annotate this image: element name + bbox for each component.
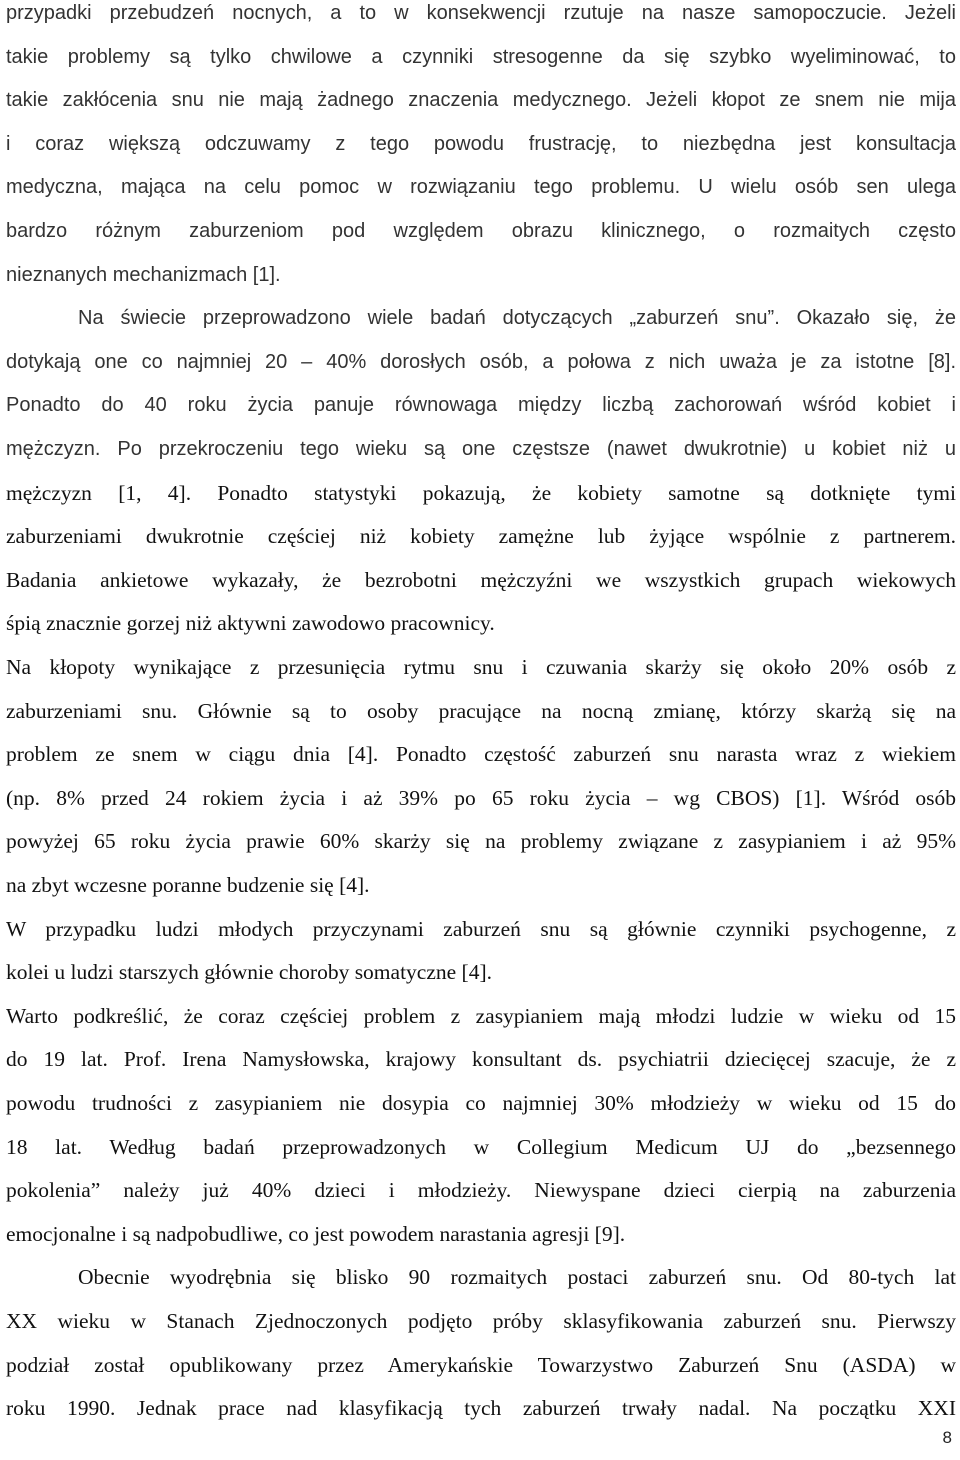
text-line: mężczyzn. Po przekroczeniu tego wieku są one częstsze (nawet dwukrotnie) u kobiet niż u [6, 438, 956, 460]
text-line: (np. 8% przed 24 rokiem życia i aż 39% po 65 roku życia – wg CBOS) [1]. Wśród osób [6, 785, 956, 810]
page-number: 8 [942, 1428, 952, 1447]
text-line: emocjonalne i są nadpobudliwe, co jest powodem narastania agresji [9]. [6, 1221, 626, 1246]
text-line: śpią znacznie gorzej niż aktywni zawodowo pracownicy. [6, 611, 495, 636]
text-line: nieznanych mechanizmach [1]. [6, 263, 281, 286]
text-line: kolei u ludzi starszych głównie choroby somatyczne [4]. [6, 960, 492, 985]
text-line: takie problemy są tylko chwilowe a czynniki stresogenne da się szybko wyeliminować, to [6, 45, 956, 68]
text-line: Warto podkreślić, że coraz częściej problem z zasypianiem mają młodzi ludzie w wieku od 15 [6, 1003, 956, 1028]
text-line: przypadki przebudzeń nocnych, a to w konsekwencji rzutuje na nasze samopoczucie. Jeżeli [6, 2, 956, 24]
text-line: Badania ankietowe wykazały, że bezrobotni mężczyźni we wszystkich grupach wiekowych [6, 567, 956, 592]
text-line: dotykają one co najmniej 20 – 40% dorosłych osób, a połowa z nich uważa je za istotne [8]. [6, 350, 956, 373]
text-line: takie zakłócenia snu nie mają żadnego znaczenia medycznego. Jeżeli kłopot ze snem nie mija [6, 89, 956, 112]
text-line: do 19 lat. Prof. Irena Namysłowska, krajowy konsultant ds. psychiatrii dziecięcej szacuje, że z [6, 1047, 956, 1072]
text-line: na zbyt wczesne poranne budzenie się [4]. [6, 873, 370, 897]
text-line: Ponadto do 40 roku życia panuje równowaga między liczbą zachorowań wśród kobiet i [6, 394, 956, 417]
text-line: zaburzeniami snu. Głównie są to osoby pracujące na nocną zmianę, którzy skarżą się na [6, 698, 956, 723]
text-line: 18 lat. Według badań przeprowadzonych w Collegium Medicum UJ do „bezsennego [6, 1134, 956, 1159]
text-line: Na świecie przeprowadzono wiele badań dotyczących „zaburzeń snu”. Okazało się, że [78, 307, 956, 330]
text-line: Na kłopoty wynikające z przesunięcia rytmu snu i czuwania skarży się około 20% osób z [6, 655, 956, 679]
text-line: podział został opublikowany przez Amerykańskie Towarzystwo Zaburzeń Snu (ASDA) w [6, 1352, 956, 1377]
text-line: W przypadku ludzi młodych przyczynami zaburzeń snu są głównie czynniki psychogenne, z [6, 916, 956, 941]
text-line: Obecnie wyodrębnia się blisko 90 rozmaitych postaci zaburzeń snu. Od 80-tych lat [78, 1265, 956, 1290]
text-line: powodu trudności z zasypianiem nie dosypia co najmniej 30% młodzieży w wieku od 15 do [6, 1091, 956, 1115]
text-line: problem ze snem w ciągu dnia [4]. Ponadto częstość zaburzeń snu narasta wraz z wiekiem [6, 742, 956, 767]
text-line: roku 1990. Jednak prace nad klasyfikacją tych zaburzeń trwały nadal. Na początku XXI [6, 1396, 956, 1421]
text-line: i coraz większą odczuwamy z tego powodu frustrację, to niezbędna jest konsultacja [6, 132, 956, 155]
text-line: XX wieku w Stanach Zjednoczonych podjęto próby sklasyfikowania zaburzeń snu. Pierwszy [6, 1309, 956, 1333]
text-line: mężczyzn [1, 4]. Ponadto statystyki pokazują, że kobiety samotne są dotknięte tymi [6, 480, 956, 505]
text-line: pokolenia” należy już 40% dzieci i młodzieży. Niewyspane dzieci cierpią na zaburzenia [6, 1178, 956, 1203]
text-line: medyczna, mająca na celu pomoc w rozwiązaniu tego problemu. U wielu osób sen ulega [6, 176, 956, 199]
text-line: bardzo różnym zaburzeniom pod względem obrazu klinicznego, o rozmaitych często [6, 220, 956, 242]
text-line: powyżej 65 roku życia prawie 60% skarży się na problemy związane z zasypianiem i aż 95% [6, 829, 956, 854]
text-line: zaburzeniami dwukrotnie częściej niż kobiety zamężne lub żyjące wspólnie z partnerem. [6, 524, 956, 549]
